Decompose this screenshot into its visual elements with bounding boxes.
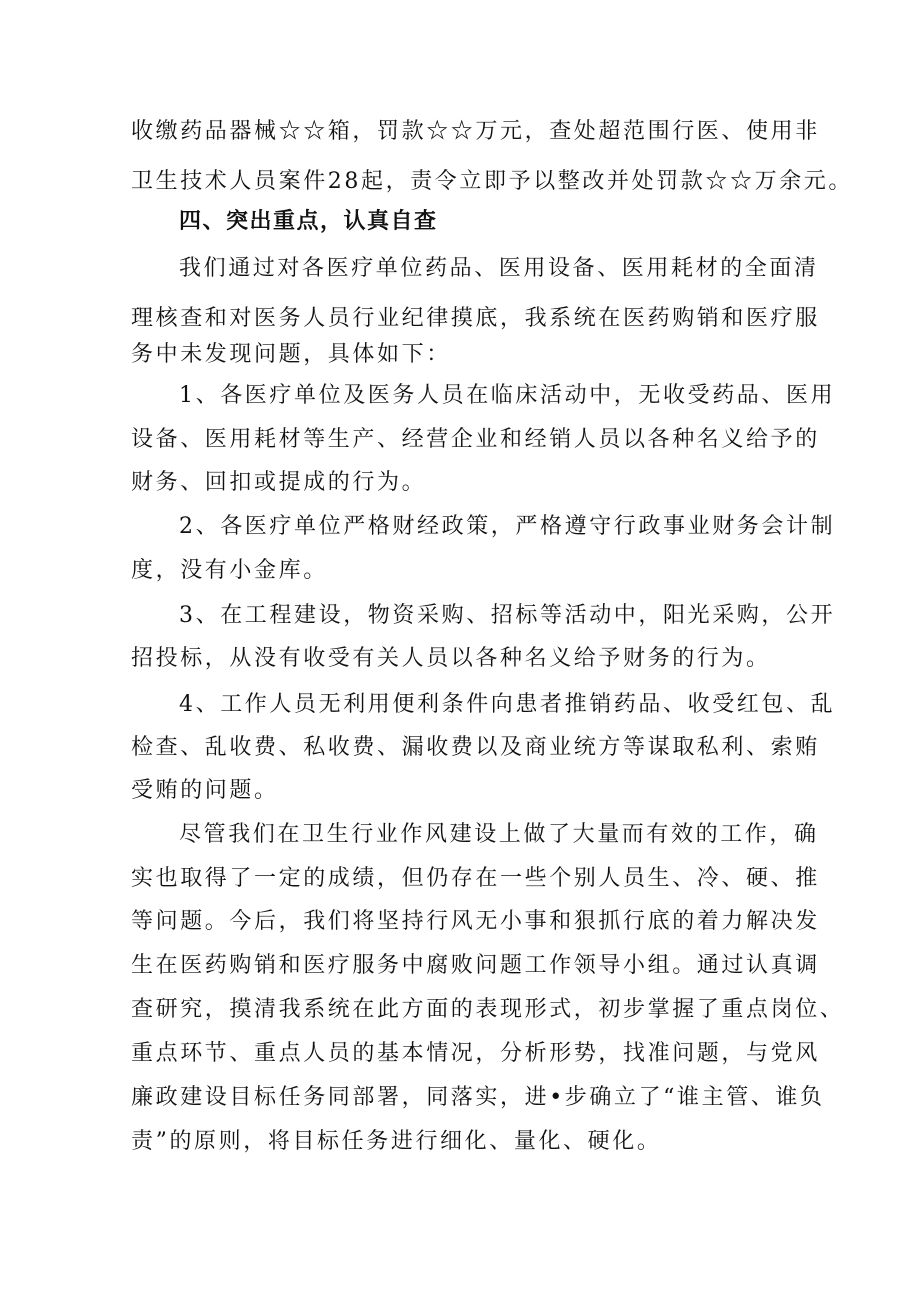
list-item-line: 4、工作人员无利用便利条件向患者推销药品、收受红包、乱 — [179, 692, 836, 717]
list-item-line: 1、各医疗单位及医务人员在临床活动中，无收受药品、医用 — [179, 383, 836, 408]
text-line: 责”的原则，将目标任务进行细化、量化、硬化。 — [131, 1129, 662, 1154]
text-line: 查研究，摸清我系统在此方面的表现形式，初步掌握了重点岗位、 — [131, 997, 845, 1022]
list-item-line: 检查、乱收费、私收费、漏收费以及商业统方等谋取私利、索贿 — [131, 735, 820, 760]
list-item-line: 2、各医疗单位严格财经政策，严格遵守行政事业财务会计制 — [179, 514, 836, 539]
text-line: 收缴药品器械☆☆箱，罚款☆☆万元，查处超范围行医、使用非 — [131, 119, 820, 144]
list-item-line: 3、在工程建设，物资采购、招标等活动中，阳光采购，公开 — [179, 603, 836, 628]
text-line: 实也取得了一定的成绩，但仍存在一些个别人员生、冷、硬、推 — [131, 866, 820, 891]
text-line: 务中未发现问题，具体如下： — [131, 342, 451, 367]
text-line: 理核查和对医务人员行业纪律摸底，我系统在医药购销和医疗服 — [131, 306, 820, 331]
text-line: 我们通过对各医疗单位药品、医用设备、医用耗材的全面清 — [179, 256, 819, 281]
text-line: 廉政建设目标任务同部署，同落实，进•步确立了“谁主管、谁负 — [131, 1085, 825, 1110]
list-item-line: 招投标，从没有收受有关人员以各种名义给予财务的行为。 — [131, 646, 771, 671]
list-item-line: 度，没有小金库。 — [131, 558, 328, 583]
text-line: 卫生技术人员案件28起，责令立即予以整改并处罚款☆☆万余元。 — [131, 169, 853, 194]
list-item-line: 设备、医用耗材等生产、经营企业和经销人员以各种名义给予的 — [131, 427, 820, 452]
list-item-line: 财务、回扣或提成的行为。 — [131, 470, 427, 495]
text-line: 重点环节、重点人员的基本情况，分析形势，找准问题，与党风 — [131, 1041, 820, 1066]
list-item-line: 受贿的问题。 — [131, 778, 279, 803]
text-line: 生在医药购销和医疗服务中腐败问题工作领导小组。通过认真调 — [131, 953, 820, 978]
text-line: 等问题。今后，我们将坚持行风无小事和狠抓行底的着力解决发 — [131, 909, 820, 934]
text-line: 尽管我们在卫生行业作风建设上做了大量而有效的工作，确 — [179, 822, 819, 847]
section-heading: 四、突出重点，认真自查 — [179, 209, 438, 234]
